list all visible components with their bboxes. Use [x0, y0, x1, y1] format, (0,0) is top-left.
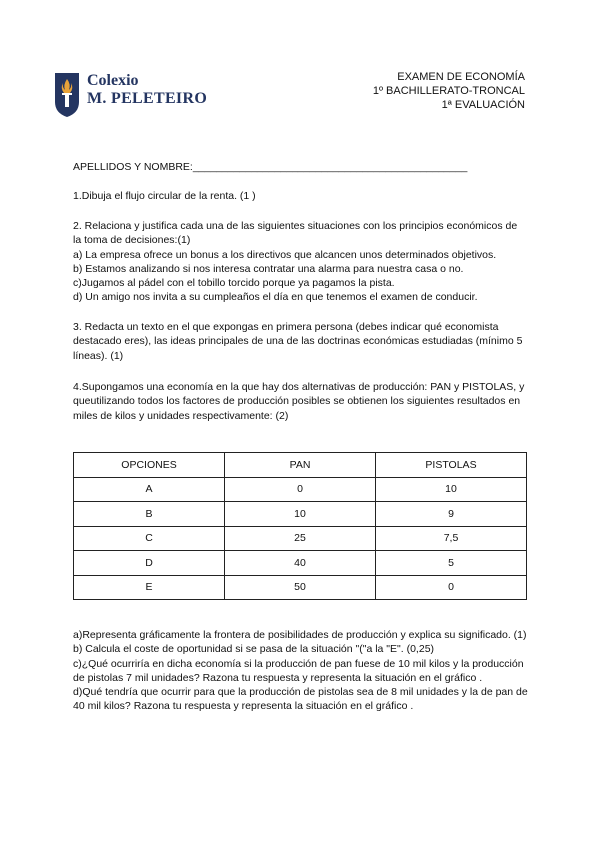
school-name-line1: Colexio	[87, 72, 139, 89]
table-header-cell: OPCIONES	[74, 453, 225, 478]
question-4-subparts	[73, 628, 528, 714]
table-cell: 10	[376, 477, 527, 502]
table-cell: D	[74, 551, 225, 576]
question-4-a: a)Representa gráficamente la frontera de posibilidades de producción y explica su significado. (1)	[73, 629, 527, 641]
table-cell: C	[74, 526, 225, 551]
table-cell: 50	[225, 575, 376, 600]
table-cell: 0	[376, 575, 527, 600]
production-options-table	[73, 452, 527, 600]
exam-evaluation: 1ª EVALUACIÓN	[441, 99, 525, 111]
table-header-cell: PISTOLAS	[376, 453, 527, 478]
exam-course: 1º BACHILLERATO-TRONCAL	[372, 85, 525, 97]
question-2-intro: 2. Relaciona y justifica cada una de las siguientes situaciones con los principios económicos de la toma de decisiones:(1)	[73, 220, 518, 247]
question-4-b: b) Calcula el coste de oportunidad si se pasa de la situación "("a la "E". (0,25)	[73, 643, 435, 656]
question-2-c: c)Jugamos al pádel con el tobillo torcido porque ya pagamos la pista.	[73, 277, 395, 290]
table-cell: 9	[376, 502, 527, 527]
table-row	[74, 575, 527, 600]
table-cell: 0	[225, 477, 376, 502]
table-row	[74, 526, 527, 551]
table-row	[74, 502, 527, 527]
name-field-label: APELLIDOS Y NOMBRE:_______________________________________________	[73, 161, 468, 173]
table-cell: E	[74, 575, 225, 600]
question-4-d: d)Qué tendría que ocurrir para que la producción de pistolas sea de 8 mil unidades y la de pan de 40 mil kilos? Razona tu respuesta y representa la situación en el gráfico .	[73, 686, 528, 713]
question-3	[73, 320, 528, 363]
table-cell: 25	[225, 526, 376, 551]
question-2-d: d) Un amigo nos invita a su cumpleaños el día en que tenemos el examen de conducir.	[73, 291, 478, 304]
exam-title: EXAMEN DE ECONOMÍA	[397, 71, 525, 83]
table-row	[74, 551, 527, 576]
question-4	[73, 380, 528, 423]
question-1	[73, 189, 528, 203]
question-2-a: a) La empresa ofrece un bonus a los directivos que alcancen unos determinados objetivos.	[73, 248, 497, 261]
question-3-text: 3. Redacta un texto en el que expongas en primera persona (debes indicar qué economista destacado eres), las ideas principales de una de las doctrinas económicas estudiadas (mínimo 5 líneas). (1)	[73, 321, 523, 362]
table-cell: 10	[225, 502, 376, 527]
table-cell: 40	[225, 551, 376, 576]
school-logo	[54, 72, 207, 118]
question-2	[73, 219, 528, 305]
exam-header	[373, 70, 525, 112]
question-1-text: 1.Dibuja el flujo circular de la renta. (1 )	[73, 190, 256, 202]
table-row	[74, 477, 527, 502]
table-cell: 5	[376, 551, 527, 576]
question-4-text: 4.Supongamos una economía en la que hay dos alternativas de producción: PAN y PISTOLAS, y queutilizando todos los factores de producción posibles se obtienen los siguientes resultados en miles de kilos y unidades respectivamente: (2)	[73, 381, 525, 422]
table-header-cell: PAN	[225, 453, 376, 478]
school-name-line2: M. PELETEIRO	[87, 90, 208, 107]
student-name-line	[73, 160, 528, 174]
question-4-c: c)¿Qué ocurriría en dicha economía si la producción de pan fuese de 10 mil kilos y la producción de pistolas 7 mil unidades? Razona tu respuesta y representa la situación en el gráfico .	[73, 657, 524, 684]
table-cell: A	[74, 477, 225, 502]
table-header-row	[74, 453, 527, 478]
table-cell: B	[74, 502, 225, 527]
table-cell: 7,5	[376, 526, 527, 551]
question-2-b: b) Estamos analizando si nos interesa contratar una alarma para nuestra casa o no.	[73, 262, 464, 275]
torch-emblem-icon	[54, 72, 80, 118]
